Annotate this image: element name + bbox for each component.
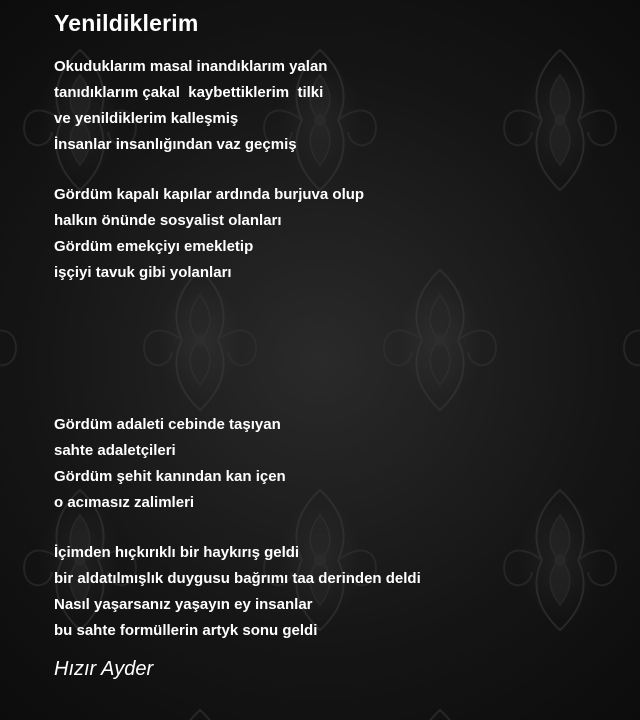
poem-line: bir aldatılmışlık duygusu bağrımı taa derinden deldi: [54, 570, 421, 587]
poem-line: ve yenildiklerim kalleşmiş: [54, 110, 239, 127]
poem-line: Nasıl yaşarsanız yaşayın ey insanlar: [54, 596, 313, 613]
poem-line: bu sahte formüllerin artyk sonu geldi: [54, 622, 318, 639]
poem-author: Hızır Ayder: [54, 658, 154, 680]
stanza-4: [54, 540, 421, 644]
poem-line: Gördüm adaleti cebinde taşıyan: [54, 416, 281, 433]
poem-line: işçiyi tavuk gibi yolanları: [54, 264, 232, 281]
poem-title: Yenildiklerim: [54, 10, 199, 36]
poem-line: Gördüm kapalı kapılar ardında burjuva olup: [54, 186, 365, 203]
poem-line: İnsanlar insanlığından vaz geçmiş: [54, 136, 297, 153]
stanza-3: [54, 412, 286, 516]
stanza-2: [54, 182, 364, 286]
poem-line: Okuduklarım masal inandıklarım yalan: [54, 58, 328, 75]
poem-line: İçimden hıçkırıklı bir haykırış geldi: [54, 544, 300, 561]
poem-line: tanıdıklarım çakal kaybettiklerim tilki: [54, 84, 324, 101]
poem-line: sahte adaletçileri: [54, 442, 176, 459]
poem-line: Gördüm emekçiyı emekletip: [54, 238, 254, 255]
stanza-1: [54, 54, 327, 158]
poem-line: halkın önünde sosyalist olanları: [54, 212, 282, 229]
poem-line: Gördüm şehit kanından kan içen: [54, 468, 286, 485]
poem-line: o acımasız zalimleri: [54, 494, 195, 511]
